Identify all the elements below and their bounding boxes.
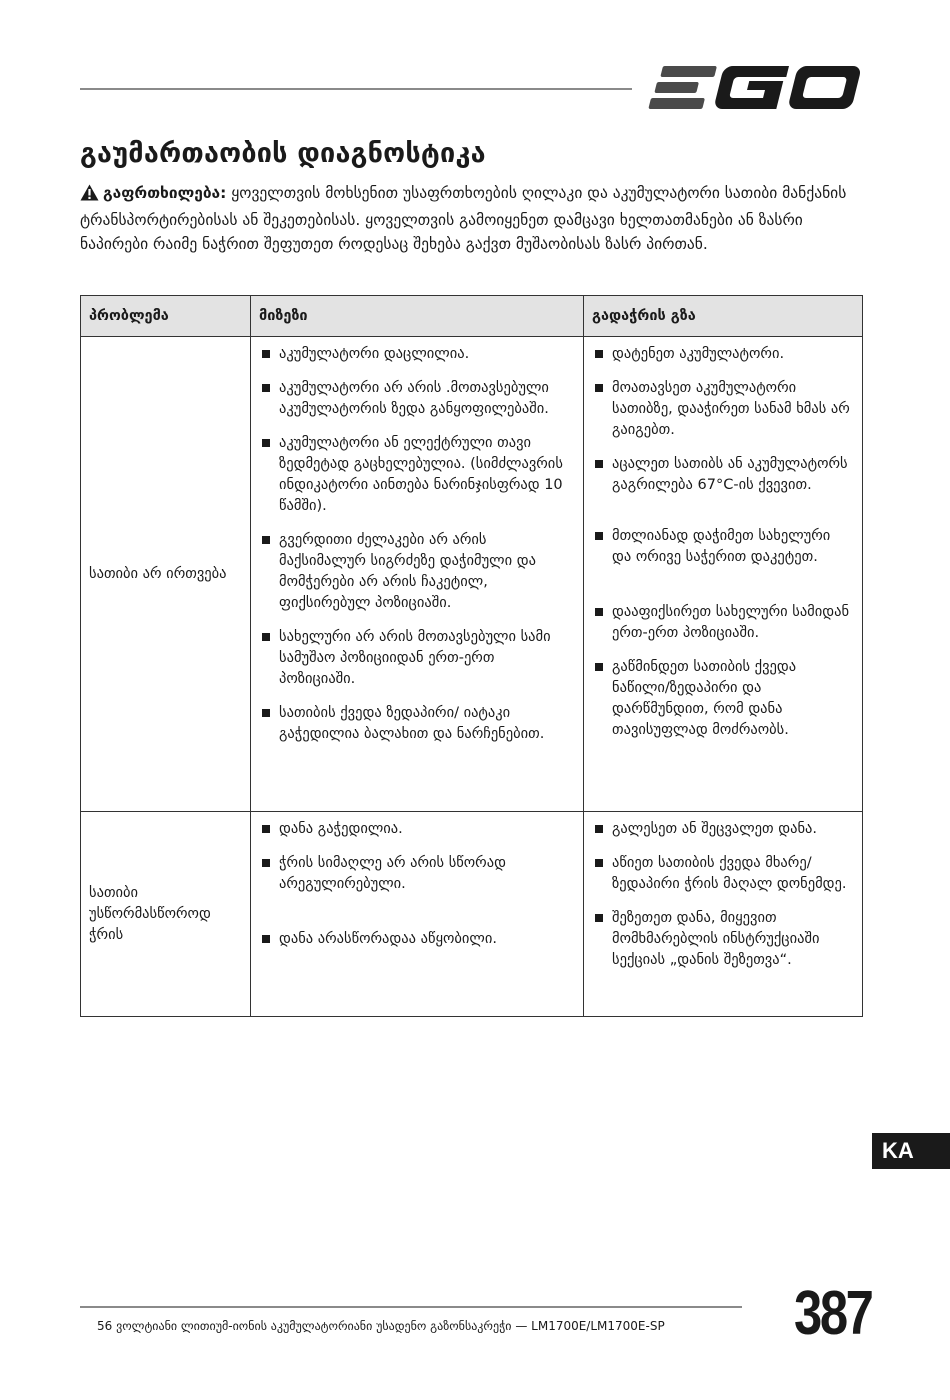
solution-item: დააფიქსირეთ სახელური სამიდან ერთ-ერთ პოზიციაში. [594, 602, 854, 644]
header-cause: მიზეზი [251, 296, 584, 337]
solution-item: აცალეთ სათიბს ან აკუმულატორს გაგრილება 67°C-ის ქვევით. [594, 454, 854, 496]
problem-cell: სათიბი არ ირთვება [81, 337, 251, 812]
cause-item: გვერდითი ძელაკები არ არის მაქსიმალურ სიგრძეზე დაჭიმული და მომჭერები არ არის ჩაკეტილ, ფიქსირებულ პოზიციაში. [261, 530, 575, 614]
cause-item: ჭრის სიმაღლე არ არის სწორად არეგულირებული. [261, 853, 575, 895]
warning-paragraph [80, 181, 850, 256]
solution-cell [584, 812, 863, 1017]
footer-rule [80, 1306, 742, 1308]
solution-item: გაწმინდეთ სათიბის ქვედა ნაწილი/ზედაპირი და დარწმუნდით, რომ დანა თავისუფლად მოძრაობს. [594, 657, 854, 741]
page-number: 387 [794, 1279, 872, 1348]
ego-logo [648, 62, 863, 114]
solution-item: მოათავსეთ აკუმულატორი სათიბზე, დააჭირეთ სანამ ხმას არ გაიგებთ. [594, 378, 854, 441]
page-title: გაუმართაობის დიაგნოსტიკა [80, 138, 486, 169]
table-row [81, 812, 863, 1017]
solution-item: მთლიანად დაჭიმეთ სახელური და ორივე საჭერით დაკეტეთ. [594, 526, 854, 568]
solution-cell [584, 337, 863, 812]
language-tab: KA [872, 1133, 950, 1169]
footer-text: 56 ვოლტიანი ლითიუმ-იონის აკუმულატორიანი უსადენო გაზონსაკრეჭი — LM1700E/LM1700E-SP [97, 1319, 665, 1333]
warning-icon [80, 184, 99, 208]
cause-item: დანა გაჭედილია. [261, 819, 575, 840]
table-row [81, 337, 863, 812]
solution-item: აწიეთ სათიბის ქვედა მხარე/ ზედაპირი ჭრის მაღალ დონემდე. [594, 853, 854, 895]
solution-item: დატენეთ აკუმულატორი. [594, 344, 854, 365]
solution-item: შეზეთეთ დანა, მიყევით მომხმარებლის ინსტრუქციაში სექციას „დანის შეზეთვა“. [594, 908, 854, 971]
cause-item: აკუმულატორი არ არის .მოთავსებული აკუმულატორის ზედა განყოფილებაში. [261, 378, 575, 420]
cause-item: აკუმულატორი ან ელექტრული თავი ზედმეტად გაცხელებულია. (სიმძლავრის ინდიკატორი აინთება ნარინჯისფრად 10 წამში). [261, 433, 575, 517]
header-problem: პრობლემა [81, 296, 251, 337]
solution-item: გალესეთ ან შეცვალეთ დანა. [594, 819, 854, 840]
header-rule [80, 88, 632, 90]
cause-item: სახელური არ არის მოთავსებული სამი სამუშაო პოზიციიდან ერთ-ერთ პოზიციაში. [261, 627, 575, 690]
warning-label: გაფრთხილება: [103, 184, 227, 202]
header-solution: გადაჭრის გზა [584, 296, 863, 337]
troubleshooting-table [80, 295, 863, 1017]
cause-item: დანა არასწორადაა აწყობილი. [261, 929, 575, 950]
cause-cell [251, 812, 584, 1017]
cause-cell [251, 337, 584, 812]
cause-item: სათიბის ქვედა ზედაპირი/ იატაკი გაჭედილია ბალახით და ნარჩენებით. [261, 703, 575, 745]
warning-text: ყოველთვის მოხსენით უსაფრთხოების ღილაკი და აკუმულატორი სათიბი მანქანის ტრანსპორტირებისას ან შეკეთებისას. ყოველთვის გამოიყენეთ დამცავი ხელთათმანები ან ზასრი ნაპირები რაიმე ნაჭრით შეფუთეთ როდესაც შეხება გაქვთ მუშაობისას ზასრ პირთან. [80, 184, 847, 253]
problem-cell: სათიბი უსწორმასწოროდ ჭრის [81, 812, 251, 1017]
table-header-row [81, 296, 863, 337]
cause-item: აკუმულატორი დაცლილია. [261, 344, 575, 365]
